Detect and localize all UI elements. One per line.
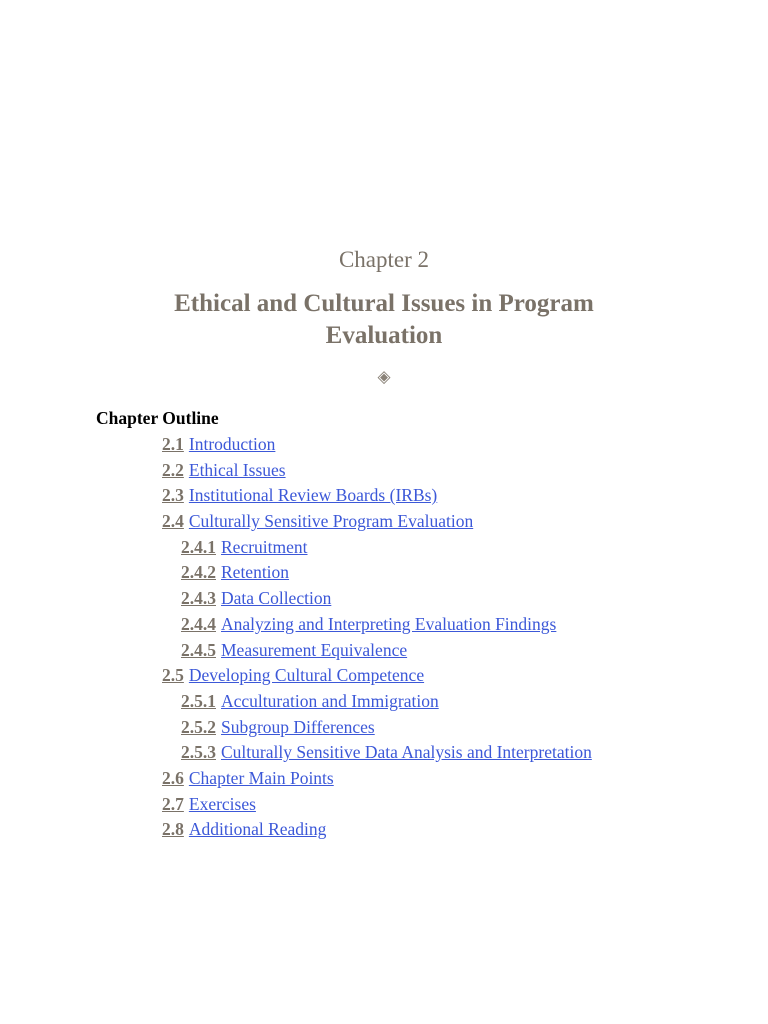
outline-item-2-5 xyxy=(0,663,592,689)
section-number-link[interactable]: 2.2 xyxy=(162,459,184,480)
section-title-link[interactable]: Recruitment xyxy=(221,536,308,557)
section-number-link[interactable]: 2.5.2 xyxy=(181,716,216,737)
section-title-link[interactable]: Chapter Main Points xyxy=(188,767,334,788)
section-title-link[interactable]: Acculturation and Immigration xyxy=(221,690,439,711)
section-number-link[interactable]: 2.4.5 xyxy=(181,639,216,660)
section-number-link[interactable]: 2.7 xyxy=(162,793,184,814)
section-number-link[interactable]: 2.4.2 xyxy=(181,562,216,583)
section-title-link[interactable]: Exercises xyxy=(188,793,256,814)
section-number-link[interactable]: 2.4 xyxy=(162,511,184,532)
section-number-link[interactable]: 2.5.3 xyxy=(181,742,216,763)
outline-item-2-4-5 xyxy=(0,638,592,664)
section-number-link[interactable]: 2.5 xyxy=(162,665,184,686)
section-number-link[interactable]: 2.4.1 xyxy=(181,536,216,557)
section-title-link[interactable]: Ethical Issues xyxy=(188,459,286,480)
section-number-link[interactable]: 2.8 xyxy=(162,819,184,840)
outline-item-2-4-2 xyxy=(0,560,592,586)
chapter-outline-heading: Chapter Outline xyxy=(96,408,219,428)
outline-item-2-6 xyxy=(0,766,592,792)
outline-item-2-8 xyxy=(0,817,592,843)
section-title-link[interactable]: Analyzing and Interpreting Evaluation Findings xyxy=(221,613,557,634)
outline-item-2-4-1 xyxy=(0,535,592,561)
section-title-link[interactable]: Data Collection xyxy=(221,588,332,609)
section-title-link[interactable]: Culturally Sensitive Program Evaluation xyxy=(188,511,474,532)
outline-item-2-2 xyxy=(0,458,592,484)
section-number-link[interactable]: 2.4.4 xyxy=(181,613,216,634)
section-title-link[interactable]: Additional Reading xyxy=(188,819,327,840)
section-title-link[interactable]: Subgroup Differences xyxy=(221,716,375,737)
section-number-link[interactable]: 2.5.1 xyxy=(181,690,216,711)
outline-item-2-5-1 xyxy=(0,689,592,715)
section-number-link[interactable]: 2.6 xyxy=(162,767,184,788)
chapter-outline-list xyxy=(0,432,592,843)
section-number-link[interactable]: 2.4.3 xyxy=(181,588,216,609)
section-title-link[interactable]: Introduction xyxy=(188,434,276,454)
section-title-link[interactable]: Culturally Sensitive Data Analysis and Interpretation xyxy=(221,742,592,763)
outline-item-2-1 xyxy=(0,432,592,458)
outline-item-2-5-2 xyxy=(0,715,592,741)
section-title-link[interactable]: Developing Cultural Competence xyxy=(188,665,425,686)
outline-item-2-3 xyxy=(0,483,592,509)
outline-item-2-7 xyxy=(0,792,592,818)
section-title-link[interactable]: Measurement Equivalence xyxy=(221,639,408,660)
outline-item-2-4-4 xyxy=(0,612,592,638)
section-number-link[interactable]: 2.1 xyxy=(162,434,184,454)
section-title-link[interactable]: Institutional Review Boards (IRBs) xyxy=(188,485,438,506)
chapter-label: Chapter 2 xyxy=(338,247,430,272)
diamond-ornament-icon: ◈ xyxy=(377,367,391,386)
chapter-title: Ethical and Cultural Issues in Program Evaluation xyxy=(174,290,594,349)
outline-item-2-4-3 xyxy=(0,586,592,612)
outline-item-2-5-3 xyxy=(0,740,592,766)
outline-item-2-4 xyxy=(0,509,592,535)
section-title-link[interactable]: Retention xyxy=(221,562,290,583)
section-number-link[interactable]: 2.3 xyxy=(162,485,184,506)
